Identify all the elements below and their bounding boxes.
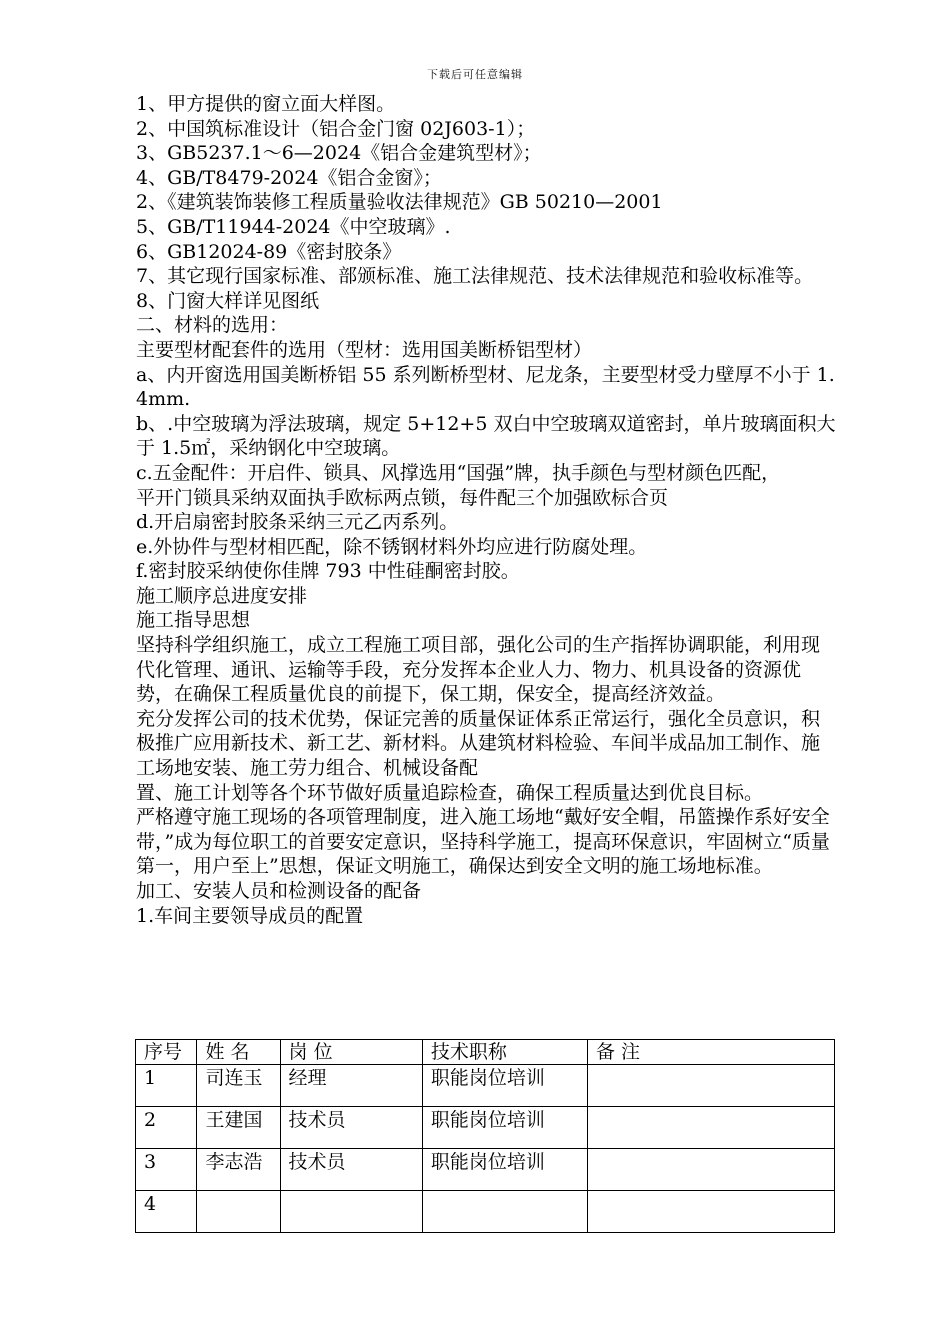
paragraph: 严格遵守施工现场的各项管理制度，进入施工场地“戴好安全帽，吊篮操作系好安全带，”成为每位职工的首要安定意识，坚持科学施工，提高环保意识，牢固树立“质量第一，用户至上”思想，保证文明施工，确保达到安全文明的施工场地标准。 [136, 806, 830, 878]
paragraph: d.开启扇密封胶条采纳三元乙丙系列。 [136, 511, 459, 534]
table-cell: 1 [136, 1065, 197, 1107]
reference-item: 3、GB5237.1～6—2024《铝合金建筑型材》； [136, 142, 542, 165]
table-cell: 技术员 [280, 1107, 422, 1149]
paragraph: 主要型材配套件的选用（型材：选用国美断桥铝型材） [136, 338, 593, 361]
table-cell: 技术员 [280, 1149, 422, 1191]
column-header: 技术职称 [422, 1040, 587, 1065]
table-cell: 李志浩 [197, 1149, 280, 1191]
section-heading: 1.车间主要领导成员的配置 [136, 904, 364, 927]
table-cell: 经理 [280, 1065, 422, 1107]
paragraph: 坚持科学组织施工，成立工程施工项目部，强化公司的生产指挥协调职能，利用现代化管理、通讯、运输等手段，充分发挥本企业人力、物力、机具设备的资源优势，在确保工程质量优良的前提下，保工期，保安全，提高经济效益。 [136, 634, 821, 706]
column-header: 姓 名 [197, 1040, 280, 1065]
column-header: 备 注 [587, 1040, 834, 1065]
reference-item: 1、甲方提供的窗立面大样图。 [136, 93, 396, 115]
reference-item: 4、GB/T8479-2024《铝合金窗》； [136, 166, 442, 189]
reference-item: 7、其它现行国家标准、部颁标准、施工法律规范、技术法律规范和验收标准等。8、门窗大样详见图纸 [136, 265, 814, 312]
paragraph: a、内开窗选用国美断桥铝 55 系列断桥型材、尼龙条，主要型材受力壁厚不小于 1.4mm. [136, 363, 835, 411]
table-cell [587, 1191, 834, 1233]
section-heading: 施工指导思想 [136, 609, 251, 632]
column-header: 序号 [136, 1040, 197, 1065]
table-cell [197, 1191, 280, 1233]
table-cell [587, 1149, 834, 1191]
table-cell: 2 [136, 1107, 197, 1149]
paragraph: c.五金配件：开启件、锁具、风撑选用“国强”牌，执手颜色与型材颜色匹配， [136, 461, 781, 484]
section-heading: 施工顺序总进度安排 [136, 584, 308, 607]
table-cell: 司连玉 [197, 1065, 280, 1107]
reference-item: 2、中国筑标准设计（铝合金门窗 02J603-1）； [136, 117, 536, 140]
staff-table [135, 1039, 835, 1233]
table-row [136, 1107, 835, 1149]
paragraph: b、.中空玻璃为浮法玻璃，规定 5+12+5 双白中空玻璃双道密封，单片玻璃面积大于 1.5㎡，采纳钢化中空玻璃。 [136, 412, 836, 460]
table-cell [422, 1191, 587, 1233]
paragraph: f.密封胶采纳使你佳牌 793 中性硅酮密封胶。 [136, 560, 520, 583]
table-cell: 3 [136, 1149, 197, 1191]
paragraph: 平开门锁具采纳双面执手欧标两点锁，每件配三个加强欧标合页 [136, 486, 669, 509]
table-row [136, 1191, 835, 1233]
table-header-row [136, 1040, 835, 1065]
reference-item: 6、GB12024-89《密封胶条》 [136, 240, 402, 263]
section-heading: 加工、安装人员和检测设备的配备 [136, 880, 422, 902]
table-cell [280, 1191, 422, 1233]
table-cell [587, 1107, 834, 1149]
column-header: 岗 位 [280, 1040, 422, 1065]
table-cell: 4 [136, 1191, 197, 1233]
table-cell: 职能岗位培训 [422, 1065, 587, 1107]
section-heading: 二、材料的选用： [136, 314, 289, 337]
reference-item: 2、《建筑装饰装修工程质量验收法律规范》GB 50210—2001 [136, 191, 663, 214]
table-row [136, 1065, 835, 1107]
document-body [136, 92, 836, 928]
table-cell: 职能岗位培训 [422, 1149, 587, 1191]
table-cell: 职能岗位培训 [422, 1107, 587, 1149]
table-cell [587, 1065, 834, 1107]
paragraph: e.外协件与型材相匹配，除不锈钢材料外均应进行防腐处理。 [136, 535, 648, 558]
paragraph: 充分发挥公司的技术优势，保证完善的质量保证体系正常运行，强化全员意识，积极推广应用新技术、新工艺、新材料。从建筑材料检验、车间半成品加工制作、施工场地安装、施工劳力组合、机械设备配 [136, 707, 821, 780]
table-cell: 王建国 [197, 1107, 280, 1149]
page-header: 下载后可任意编辑 [427, 68, 523, 81]
reference-item: 5、GB/T11944-2024《中空玻璃》. [136, 215, 451, 238]
table-row [136, 1149, 835, 1191]
paragraph: 置、施工计划等各个环节做好质量追踪检查，确保工程质量达到优良目标。 [136, 781, 764, 804]
